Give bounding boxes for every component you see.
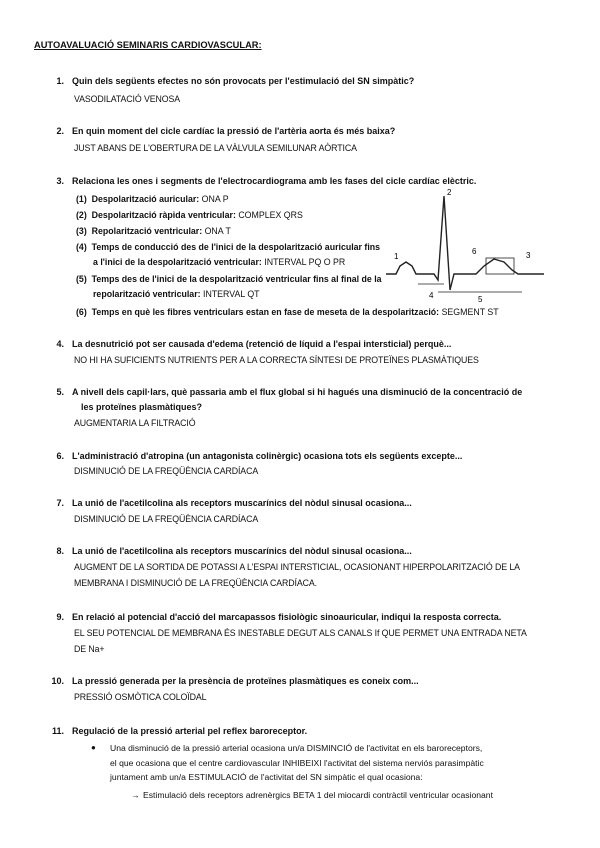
ecg-item-label: Temps en què les fibres ventriculars estan en fase de meseta de la despolarització: bbox=[91, 307, 440, 317]
ecg-diagram bbox=[386, 186, 544, 304]
ecg-item-label: Despolarització auricular: bbox=[91, 194, 200, 204]
ecg-item-label: a l'inici de la despolarització ventricular: bbox=[93, 257, 262, 267]
question-text: En quin moment del cicle cardíac la pressió de l'artèria aorta és més baixa? bbox=[72, 126, 396, 136]
question-text: La unió de l'acetilcolina als receptors muscarínics del nòdul sinusal ocasiona... bbox=[72, 498, 412, 508]
question-text: La unió de l'acetilcolina als receptors muscarínics del nòdul sinusal ocasiona... bbox=[72, 546, 412, 556]
answer-text: DISMINUCIÓ DE LA FREQÜÈNCIA CARDÍACA bbox=[74, 466, 259, 476]
answer-text: JUST ABANS DE L'OBERTURA DE LA VÀLVULA SEMILUNAR AÒRTICA bbox=[74, 143, 357, 153]
answer-text: EL SEU POTENCIAL DE MEMBRANA ÉS INESTABLE DEGUT ALS CANALS If QUE PERMET UNA ENTRADA NETA bbox=[74, 628, 527, 638]
ecg-item-number: (4) bbox=[76, 242, 87, 252]
arrow-icon: → bbox=[131, 790, 140, 800]
bullet-text: el que ocasiona que el centre cardiovascular INHIBEIXI l'activitat del sistema nerviós parasimpàtic bbox=[110, 758, 484, 768]
ecg-item bbox=[76, 307, 499, 317]
answer-text: NO HI HA SUFICIENTS NUTRIENTS PER A LA CORRECTA SÍNTESI DE PROTEÏNES PLASMÀTIQUES bbox=[74, 355, 479, 365]
question-text: Regulació de la pressió arterial pel reflex baroreceptor. bbox=[72, 726, 308, 736]
page-title: AUTOAVALUACIÓ SEMINARIS CARDIOVASCULAR: bbox=[34, 40, 262, 50]
ecg-label-2: 2 bbox=[447, 188, 452, 197]
ecg-item bbox=[76, 194, 229, 204]
question-number: 8. bbox=[56, 546, 64, 556]
bullet-text: Estimulació dels receptors adrenèrgics BETA 1 del miocardi contràctil ventricular ocasionant bbox=[143, 790, 493, 800]
ecg-item bbox=[76, 274, 382, 284]
question-number: 4. bbox=[56, 339, 64, 349]
answer-text: DISMINUCIÓ DE LA FREQÜÈNCIA CARDÍACA bbox=[74, 514, 259, 524]
answer-text-continuation: MEMBRANA I DISMINUCIÓ DE LA FREQÜÈNCIA CARDÍACA. bbox=[74, 578, 318, 588]
question-text: En relació al potencial d'acció del marcapassos fisiològic sinoauricular, indiqui la resposta correcta. bbox=[72, 612, 502, 622]
ecg-label-6: 6 bbox=[472, 247, 477, 256]
ecg-label-3: 3 bbox=[526, 251, 531, 260]
question-text-continuation: les proteïnes plasmàtiques? bbox=[81, 402, 203, 412]
question-text: Quin dels següents efectes no són provocats per l'estimulació del SN simpàtic? bbox=[72, 76, 415, 86]
question-text: L'administració d'atropina (un antagonista colinèrgic) ocasiona tots els següents excepte... bbox=[72, 451, 463, 461]
answer-text: AUGMENTARIA LA FILTRACIÓ bbox=[74, 418, 196, 428]
question-text: La desnutrició pot ser causada d'edema (retenció de líquid a l'espai intersticial) perquè... bbox=[72, 339, 452, 349]
ecg-item bbox=[76, 210, 303, 220]
answer-text: PRESSIÓ OSMÒTICA COLOÏDAL bbox=[74, 692, 207, 702]
ecg-item bbox=[76, 226, 231, 236]
ecg-item-answer: INTERVAL QT bbox=[203, 289, 260, 299]
ecg-item-label: Temps des de l'inici de la despolarització ventricular fins al final de la bbox=[91, 274, 382, 284]
question-number: 11. bbox=[51, 726, 64, 736]
ecg-item-continuation bbox=[93, 257, 345, 267]
ecg-item-number: (3) bbox=[76, 226, 87, 236]
ecg-item-number: (2) bbox=[76, 210, 87, 220]
ecg-item-continuation bbox=[93, 289, 260, 299]
question-text: A nivell dels capil·lars, què passaria amb el flux global si hi hagués una disminució de la concentració de bbox=[72, 387, 523, 397]
ecg-item-answer: ONA P bbox=[201, 194, 229, 204]
ecg-item-answer: COMPLEX QRS bbox=[238, 210, 303, 220]
ecg-item-answer: SEGMENT ST bbox=[441, 307, 499, 317]
ecg-item-label: repolarització ventricular: bbox=[93, 289, 201, 299]
ecg-item-number: (1) bbox=[76, 194, 87, 204]
ecg-item-label: Repolarització ventricular: bbox=[91, 226, 203, 236]
ecg-label-5: 5 bbox=[478, 295, 483, 304]
question-number: 1. bbox=[56, 76, 64, 86]
ecg-label-1: 1 bbox=[394, 252, 399, 261]
ecg-item-answer: ONA T bbox=[204, 226, 231, 236]
question-number: 6. bbox=[56, 451, 64, 461]
question-number: 9. bbox=[56, 612, 64, 622]
ecg-item-label: Despolarització ràpida ventricular: bbox=[91, 210, 236, 220]
question-number: 3. bbox=[56, 176, 64, 186]
answer-text-continuation: DE Na+ bbox=[74, 644, 105, 654]
bullet-text: Una disminució de la pressió arterial ocasiona un/a DISMINCIÓ de l'activitat en els baroreceptors, bbox=[110, 743, 483, 753]
question-number: 7. bbox=[56, 498, 64, 508]
question-number: 5. bbox=[56, 387, 64, 397]
ecg-trace bbox=[386, 196, 544, 290]
bullet-icon: ● bbox=[91, 743, 96, 752]
ecg-label-4: 4 bbox=[429, 291, 434, 300]
ecg-item-number: (5) bbox=[76, 274, 87, 284]
question-text: Relaciona les ones i segments de l'electrocardiograma amb les fases del cicle cardíac elèctric. bbox=[72, 176, 477, 186]
question-number: 10. bbox=[51, 676, 64, 686]
ecg-item-answer: INTERVAL PQ O PR bbox=[264, 257, 346, 267]
ecg-item-number: (6) bbox=[76, 307, 87, 317]
question-number: 2. bbox=[56, 126, 64, 136]
answer-text: AUGMENT DE LA SORTIDA DE POTASSI A L'ESPAI INTERSTICIAL, OCASIONANT HIPERPOLARITZACIÓ DE LA bbox=[74, 562, 520, 572]
bullet-text: juntament amb un/a ESTIMULACIÓ de l'activitat del SN simpàtic el qual ocasiona: bbox=[110, 772, 423, 782]
question-text: La pressió generada per la presència de proteïnes plasmàtiques es coneix com... bbox=[72, 676, 419, 686]
answer-text: VASODILATACIÓ VENOSA bbox=[74, 94, 181, 104]
ecg-item bbox=[76, 242, 380, 252]
ecg-item-label: Temps de conducció des de l'inici de la despolarització auricular fins bbox=[91, 242, 381, 252]
